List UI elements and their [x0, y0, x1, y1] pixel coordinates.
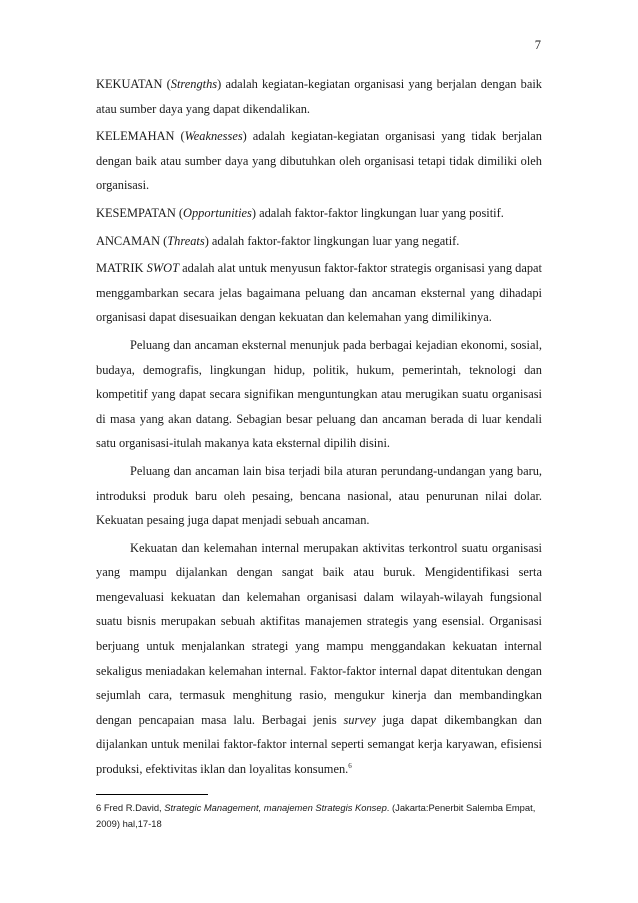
page-number: 7	[534, 38, 541, 52]
definition-opportunities: KESEMPATAN (Opportunities) adalah faktor-faktor lingkungan luar yang positif.	[96, 205, 504, 220]
term: KESEMPATAN	[96, 205, 176, 220]
main-text	[96, 72, 542, 784]
definition-strengths: KEKUATAN (Strengths) adalah kegiatan-kegiatan organisasi yang berjalan dengan baik atau sumber daya yang dapat dikendalikan.	[96, 77, 542, 116]
definition-weaknesses: KELEMAHAN (Weaknesses) adalah kegiatan-kegiatan organisasi yang tidak berjalan dengan baik atau sumber daya yang dibutuhkan oleh organisasi tetapi tidak dimiliki oleh organisasi.	[96, 129, 542, 193]
term: KELEMAHAN	[96, 129, 175, 144]
footnote-title: Strategic Management, manajemen Strategis Konsep	[164, 802, 387, 813]
survey-term: survey	[343, 712, 376, 727]
term-english: Threats	[167, 233, 205, 248]
footnote-divider	[96, 794, 208, 795]
term: ANCAMAN	[96, 233, 161, 248]
definition-text: adalah faktor-faktor lingkungan luar yang negatif.	[208, 233, 460, 248]
paragraph-peluang-lain: Peluang dan ancaman lain bisa terjadi bila aturan perundang-undangan yang baru, introduksi produk baru oleh pesaing, bencana nasional, atau penurunan nilai dolar. Kekuatan pesaing juga dapat menjadi sebuah ancaman.	[96, 463, 542, 528]
paragraph-kekuatan-kelemahan	[96, 536, 542, 782]
paragraph-text: juga dapat dikembangkan dan dijalankan untuk menilai faktor-faktor internal seperti semangat kerja karyawan, efisiensi produksi, efektivitas iklan dan loyalitas konsumen.	[96, 712, 542, 777]
matrik-swot-paragraph	[96, 256, 542, 330]
swot-term: SWOT	[146, 261, 180, 276]
term-english: Weaknesses	[184, 129, 243, 144]
term-english: Opportunities	[183, 205, 252, 220]
paragraph-peluang-ancaman: Peluang dan ancaman eksternal menunjuk pada berbagai kejadian ekonomi, sosial, budaya, demografis, lingkungan hidup, politik, hukum, pemerintah, teknologi dan kompetitif yang dapat secara signifikan menguntungkan atau merugikan suatu organisasi di masa yang akan datang. Sebagian besar peluang dan ancaman berada di luar kendali satu organisasi-itulah makanya kata eksternal dipilih disini.	[96, 337, 542, 451]
definition-text: adalah kegiatan-kegiatan organisasi yang berjalan dengan baik atau sumber daya yang dapat dikendalikan.	[96, 77, 542, 116]
matrik-text: adalah alat untuk menyusun faktor-faktor strategis organisasi yang dapat menggambarkan secara jelas bagaimana peluang dan ancaman eksternal yang dihadapi organisasi dapat disesuaikan dengan kekuatan dan kelemahan yang dimilikinya.	[96, 261, 542, 325]
footnote	[96, 800, 542, 832]
matrik-lead: MATRIK	[96, 261, 147, 276]
definition-text: adalah kegiatan-kegiatan organisasi yang tidak berjalan dengan baik atau sumber daya yang dibutuhkan oleh organisasi tetapi tidak dimiliki oleh organisasi.	[96, 129, 542, 193]
footnote-reference: 6	[348, 761, 352, 770]
footnote-author: 6 Fred R.David,	[96, 802, 165, 813]
term: KEKUATAN	[96, 77, 163, 91]
footnote-publisher: . (Jakarta:Penerbit Salemba Empat, 2009) hal,17-18	[96, 802, 536, 829]
paragraph-text: Kekuatan dan kelemahan internal merupakan aktivitas terkontrol suatu organisasi yang mampu dijalankan dengan sangat baik atau buruk. Mengidentifikasi serta mengevaluasi kekuatan dan kelemahan organisasi dalam wilayah-wilayah fungsional suatu bisnis merupakan sebuah aktifitas manajemen strategis yang esensial. Organisasi berjuang untuk menjalankan strategi yang mampu menggandakan kekuatan internal sekaligus meniadakan kelemahan internal. Faktor-faktor internal dapat ditentukan dengan sejumlah cara, termasuk menghitung rasio, mengukur kinerja dan membandingkan dengan pencapaian masa lalu. Berbagai jenis	[96, 540, 542, 727]
definition-threats: ANCAMAN (Threats) adalah faktor-faktor lingkungan luar yang negatif.	[96, 233, 460, 248]
definition-text: adalah faktor-faktor lingkungan luar yang positif.	[256, 205, 504, 220]
term-english: Strengths	[170, 77, 218, 91]
